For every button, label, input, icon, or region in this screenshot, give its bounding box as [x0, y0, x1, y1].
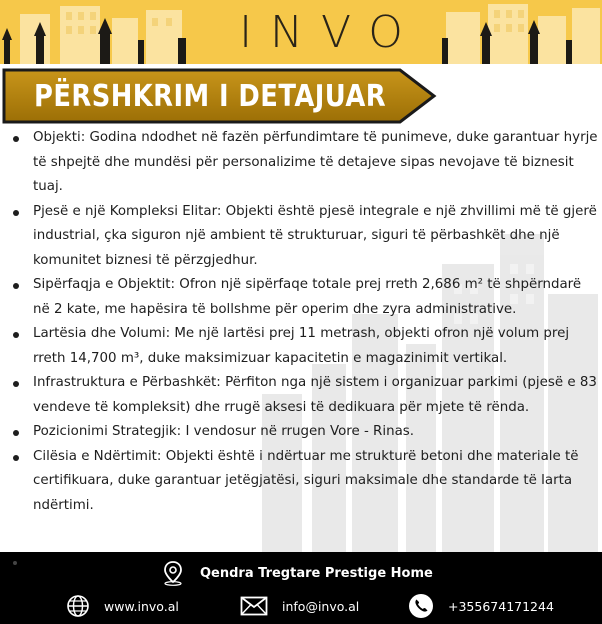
list-item-text: Objekti: Godina ndodhet në fazën përfundimtare të punimeve, duke garantuar hyrje të shpejtë dhe mundësi për personalizime të detajeve sipas nevojave të biznesit tuaj. — [33, 130, 598, 194]
list-item-text: Cilësia e Ndërtimit: Objekti është i ndërtuar me strukturë betoni dhe materiale të certifikuara, duke garantuar jetëgjatësi, siguri maksimale dhe standarde të larta ndërtimi. — [33, 448, 579, 513]
bullet-icon — [13, 381, 19, 387]
section-title: PËRSHKRIM I DETAJUAR — [34, 78, 387, 114]
bullet-icon — [13, 332, 19, 338]
bullet-icon — [13, 561, 17, 565]
phone-link[interactable] — [408, 592, 554, 620]
bullet-icon — [13, 136, 19, 142]
bullet-icon — [13, 283, 19, 289]
list-item-text: Pozicionimi Strategjik: I vendosur në rrugen Vore - Rinas. — [33, 424, 415, 439]
bullet-icon — [13, 430, 19, 436]
phone-text: +355674171244 — [448, 598, 554, 614]
address-info — [162, 558, 433, 588]
list-item — [0, 273, 602, 322]
list-item-text: Lartësia dhe Volumi: Me një lartësi prej 11 metrash, objekti ofron një volum prej rreth 14,700 m³, duke maksimizuar kapacitetin e magazinimit vertikal. — [33, 326, 570, 366]
list-item — [0, 371, 602, 420]
skyline-left-illustration — [0, 0, 188, 64]
location-pin-icon — [162, 560, 184, 586]
list-item-text: Infrastruktura e Përbashkët: Përfiton nga një sistem i organizuar parkimi (pjesë e 83 vendeve të kompleksit) dhe rrugë aksesi të dedikuara për mjete të rënda. — [33, 375, 597, 415]
invo-logo: INVO — [239, 6, 421, 58]
detail-list — [0, 126, 602, 518]
email-text: info@invo.al — [282, 598, 360, 614]
phone-icon — [408, 593, 434, 619]
website-text: www.invo.al — [104, 598, 179, 614]
contact-footer — [0, 552, 602, 624]
skyline-right-illustration — [442, 0, 602, 64]
list-item — [0, 126, 602, 200]
list-item — [0, 445, 602, 519]
list-item — [0, 200, 602, 274]
address-text: Qendra Tregtare Prestige Home — [200, 565, 433, 581]
website-link[interactable] — [66, 592, 179, 620]
brand-header — [0, 0, 602, 64]
bullet-icon — [13, 455, 19, 461]
bullet-icon — [13, 210, 19, 216]
globe-icon — [66, 594, 90, 618]
envelope-icon — [240, 596, 268, 616]
list-item-text: Sipërfaqja e Objektit: Ofron një sipërfaqe totale prej rreth 2,686 m² të shpërndarë në 2 kate, me hapësira të bollshme për operim dhe zyra administrative. — [33, 277, 582, 317]
list-item — [0, 322, 602, 371]
list-item — [0, 420, 602, 445]
list-item-text: Pjesë e një Kompleksi Elitar: Objekti është pjesë integrale e një zhvillimi më të gjerë industrial, çka siguron një ambient të strukturuar, siguri të përbashkët dhe një komunitet biznesi të përzgjedhur. — [33, 203, 597, 268]
email-link[interactable] — [240, 592, 359, 620]
